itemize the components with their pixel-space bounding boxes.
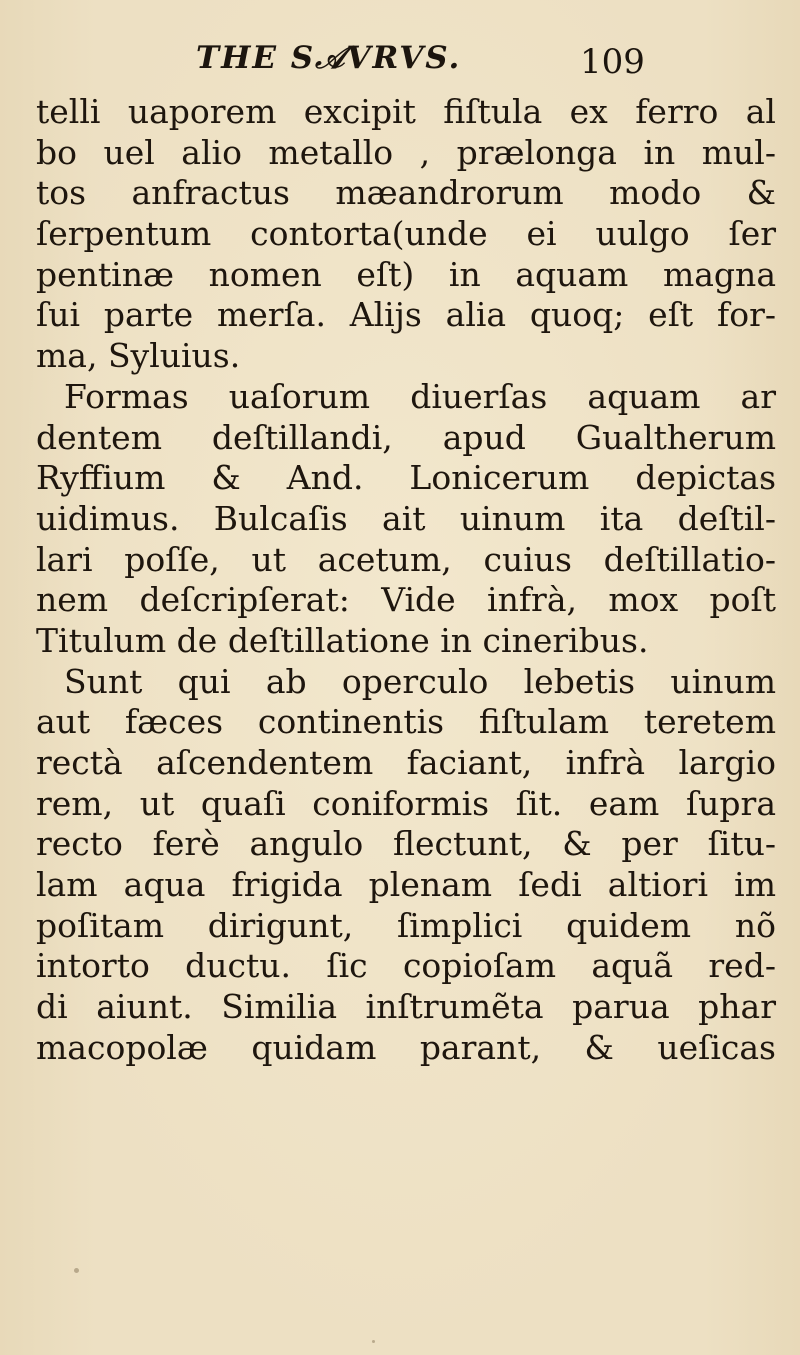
text-line: telli uaporem excipit fiſtula ex ferro al bbox=[36, 92, 776, 131]
text-line: intorto ductu. ſic copioſam aquã red- bbox=[36, 946, 776, 986]
text-line: rectà aſcendentem faciant, infrà largio bbox=[36, 743, 776, 782]
text-line: recto ferè angulo flectunt, & per ſitu- bbox=[36, 824, 776, 864]
text-line: tos anfractus mæandrorum modo & bbox=[36, 173, 776, 213]
text-line: lam aqua frigida plenam ſedi altiori im bbox=[36, 865, 776, 905]
running-title: THE S𝒜VRVS. bbox=[196, 40, 462, 76]
text-line: Titulum de deſtillatione in cineribus. bbox=[36, 620, 649, 660]
text-line: pentinæ nomen eſt) in aquam magna bbox=[36, 254, 776, 294]
text-line: Sunt qui ab operculo lebetis uinum bbox=[64, 661, 776, 701]
body-text bbox=[36, 92, 776, 1069]
text-line: ſerpentum contorta(unde ei uulgo ſer bbox=[36, 214, 776, 254]
page-header bbox=[0, 40, 800, 90]
text-line: nem deſcripſerat: Vide infrà, mox poſt bbox=[36, 580, 776, 620]
text-line: di aiunt. Similia inſtrumẽta parua phar bbox=[36, 987, 776, 1027]
text-line: lari poſſe, ut acetum, cuius deſtillatio- bbox=[36, 539, 776, 579]
text-line: ma, Syluius. bbox=[36, 336, 241, 376]
text-line: Ryffium & And. Lonicerum depictas bbox=[36, 458, 776, 498]
text-line: Formas uaſorum diuerſas aquam ar bbox=[64, 376, 776, 416]
text-line: dentem deſtillandi, apud Gualtherum bbox=[36, 417, 776, 457]
text-line: macopolæ quidam parant, & ueſicas bbox=[36, 1027, 776, 1067]
text-line: aut fæces continentis fiſtulam teretem bbox=[36, 702, 776, 742]
text-line: poſitam dirigunt, ſimplici quidem nõ bbox=[36, 905, 776, 945]
text-line: uidimus. Bulcaſis ait uinum ita deſtil- bbox=[36, 498, 776, 538]
paper-speck bbox=[760, 476, 766, 482]
paper-speck bbox=[74, 1268, 79, 1273]
text-line: rem, ut quaſi coniformis ſit. eam ſupra bbox=[36, 783, 776, 823]
page-number: 109 bbox=[580, 42, 645, 82]
paper-speck bbox=[372, 1340, 375, 1343]
text-line: ſui parte merſa. Alijs alia quoq; eſt for- bbox=[36, 295, 776, 335]
text-line: bo uel alio metallo , prælonga in mul- bbox=[36, 132, 776, 172]
